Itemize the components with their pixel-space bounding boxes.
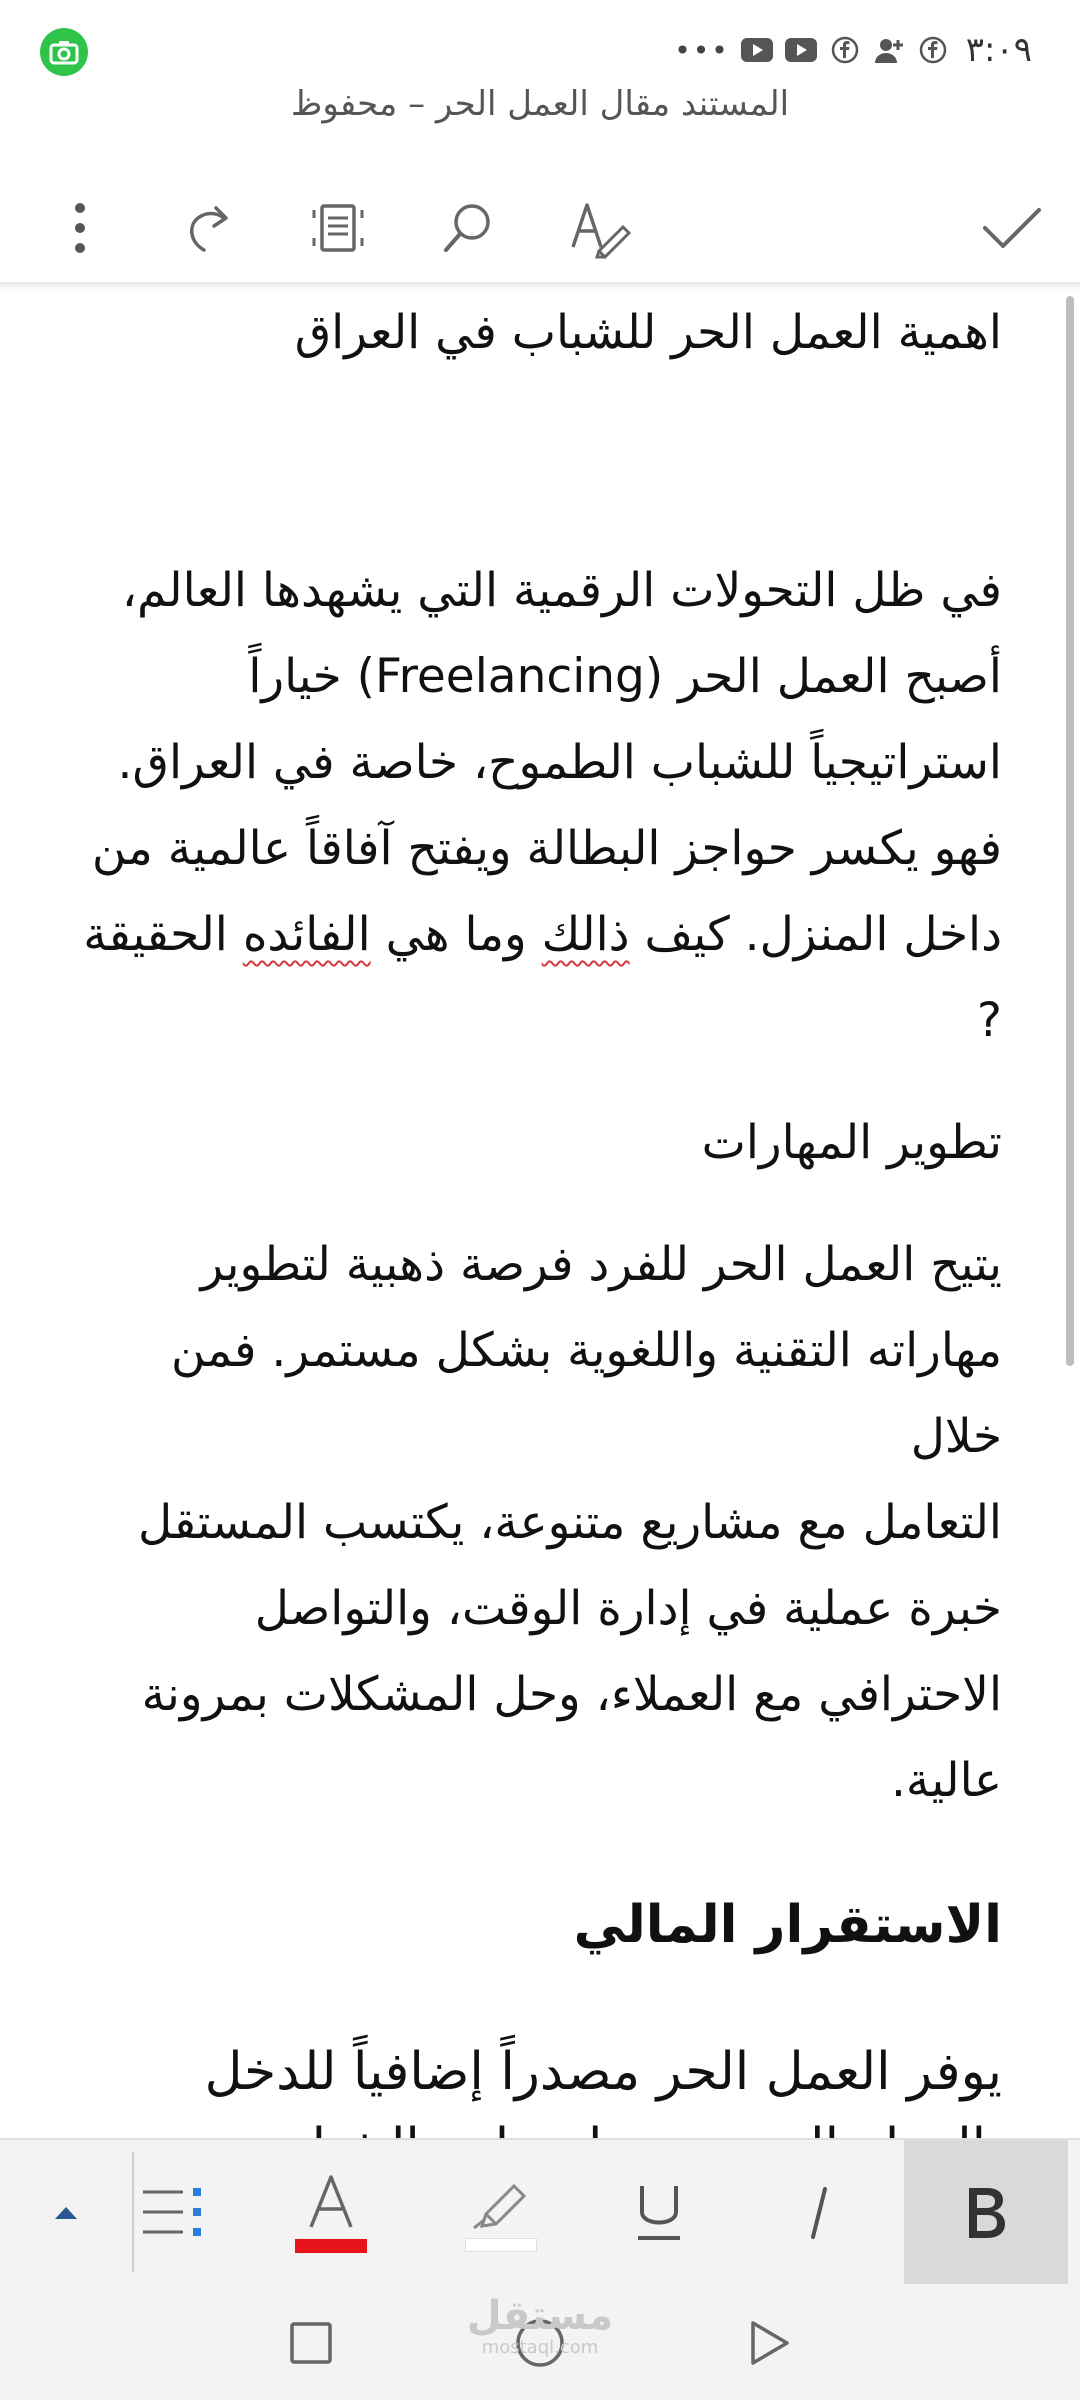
- search-button[interactable]: [428, 188, 508, 268]
- done-button[interactable]: [972, 188, 1052, 268]
- reading-view-icon: [308, 198, 368, 258]
- recents-icon: [289, 2321, 333, 2365]
- paragraph-line[interactable]: الاحترافي مع العملاء، وحل المشكلات بمرونة: [141, 1667, 1002, 1722]
- scrollbar[interactable]: [1066, 296, 1074, 1366]
- document-title-line[interactable]: اهمية العمل الحر للشباب في العراق: [294, 305, 1002, 360]
- top-toolbar: [0, 168, 1080, 288]
- list-icon: [141, 2182, 207, 2244]
- paragraph-line[interactable]: عالية.: [890, 1753, 1002, 1808]
- expand-ribbon-button[interactable]: [30, 2140, 102, 2286]
- intro-line[interactable]: داخل المنزل. كيف ذالك وما هي الفائده الحقيقة: [83, 907, 1002, 962]
- intro-line[interactable]: في ظل التحولات الرقمية التي يشهدها العالم،: [121, 563, 1002, 618]
- more-icon: [72, 200, 88, 256]
- check-icon: [981, 204, 1043, 252]
- facebook-icon: [916, 35, 950, 65]
- paragraph-line[interactable]: يوفر العمل الحر مصدراً إضافياً للدخل: [204, 2042, 1002, 2102]
- recents-button[interactable]: [276, 2308, 346, 2378]
- format-bar: [0, 2138, 1080, 2284]
- intro-line[interactable]: استراتيجياً للشباب الطموح، خاصة في العراق.: [117, 735, 1002, 790]
- bold-icon: [963, 2186, 1009, 2240]
- paragraph-line[interactable]: التعامل مع مشاريع متنوعة، يكتسب المستقل: [138, 1495, 1002, 1550]
- section-heading[interactable]: الاستقرار المالي: [573, 1895, 1002, 1955]
- draw-button[interactable]: [560, 188, 640, 268]
- clock: ٣:٠٩: [965, 30, 1032, 70]
- highlight-color-swatch: [465, 2238, 537, 2252]
- back-button[interactable]: [734, 2308, 804, 2378]
- italic-button[interactable]: [774, 2140, 864, 2286]
- intro-line[interactable]: أصبح العمل الحر (Freelancing) خياراً: [248, 649, 1002, 704]
- watermark: مستقل mostaql.com: [466, 2293, 614, 2358]
- intro-line[interactable]: فهو يكسر حواجز البطالة ويفتح آفاقاً عالمية من: [91, 821, 1002, 876]
- document-body[interactable]: [72, 290, 1002, 2262]
- intro-line[interactable]: ?: [977, 993, 1002, 1048]
- search-icon: [438, 198, 498, 258]
- underline-icon: [634, 2182, 684, 2244]
- youtube-icon: [784, 35, 818, 65]
- redo-button[interactable]: [170, 188, 250, 268]
- toolbar-divider: [0, 282, 1080, 290]
- more-options-button[interactable]: [40, 188, 120, 268]
- spelling-error[interactable]: ذالك: [541, 907, 630, 962]
- status-icons: [674, 30, 1032, 70]
- pen-icon: [569, 197, 631, 259]
- font-color-swatch: [295, 2239, 367, 2253]
- add-user-icon: [872, 35, 906, 65]
- spelling-error[interactable]: الفائده: [242, 907, 371, 962]
- collapse-icon: [51, 2203, 81, 2223]
- underline-button[interactable]: [614, 2140, 704, 2286]
- paragraph-line[interactable]: مهاراته التقنية واللغوية بشكل مستمر. فمن خلال: [171, 1323, 1002, 1464]
- highlight-icon: [470, 2174, 532, 2230]
- camera-icon[interactable]: [40, 28, 88, 76]
- document-title: المستند مقال العمل الحر – محفوظ: [290, 84, 790, 124]
- section-paragraph: [72, 1222, 1002, 1824]
- facebook-icon: [828, 35, 862, 65]
- highlight-button[interactable]: [456, 2140, 546, 2286]
- italic-icon: [801, 2185, 837, 2241]
- font-color-button[interactable]: [286, 2140, 376, 2286]
- more-notifications-icon: •••: [674, 33, 730, 67]
- section-heading[interactable]: تطوير المهارات: [701, 1115, 1002, 1170]
- youtube-icon: [740, 35, 774, 65]
- reading-view-button[interactable]: [298, 188, 378, 268]
- paragraph-line[interactable]: يتيح العمل الحر للفرد فرصة ذهبية لتطوير: [200, 1237, 1002, 1292]
- redo-icon: [180, 198, 240, 258]
- bold-button[interactable]: [904, 2140, 1068, 2286]
- paragraph-line[interactable]: خبرة عملية في إدارة الوقت، والتواصل: [254, 1581, 1002, 1636]
- back-icon: [747, 2319, 791, 2367]
- system-nav-bar: [0, 2284, 1080, 2400]
- document-canvas[interactable]: [0, 290, 1080, 2138]
- list-button[interactable]: [134, 2140, 214, 2286]
- font-color-icon: [303, 2173, 359, 2233]
